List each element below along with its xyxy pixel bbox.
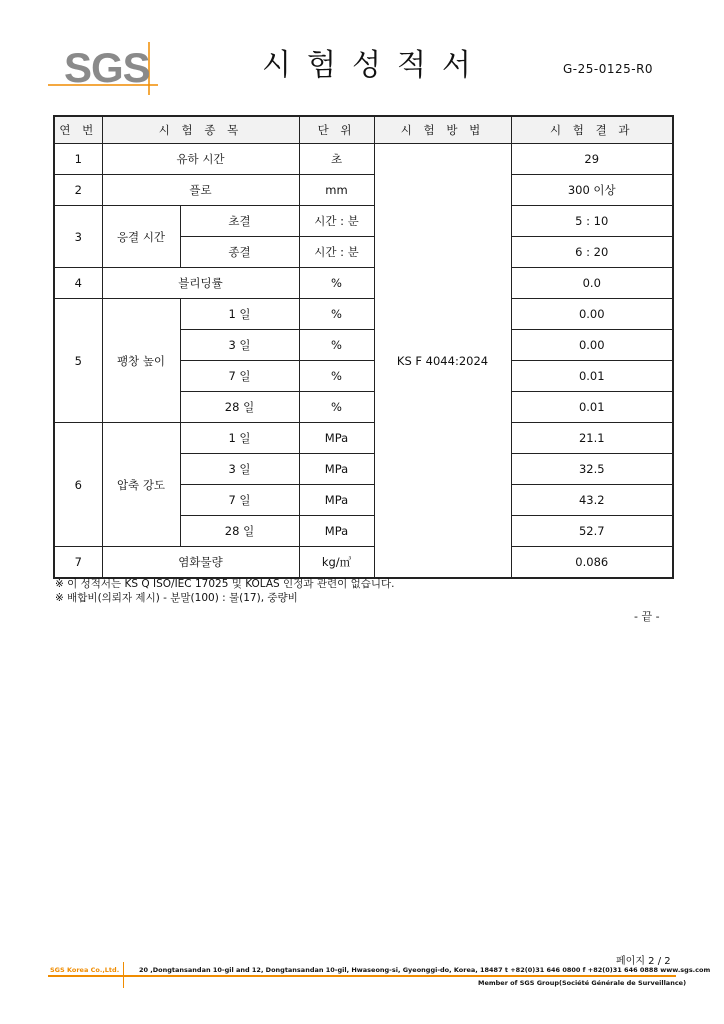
header-result: 시 험 결 과	[511, 116, 673, 144]
row-subitem: 3 일	[180, 330, 299, 361]
row-unit: %	[299, 330, 374, 361]
table-row	[54, 547, 673, 579]
row-unit: MPa	[299, 516, 374, 547]
row-result: 0.00	[511, 299, 673, 330]
row-unit: %	[299, 268, 374, 299]
row-unit: MPa	[299, 423, 374, 454]
row-no: 7	[54, 547, 102, 579]
table-row	[54, 175, 673, 206]
row-result: 52.7	[511, 516, 673, 547]
row-result: 32.5	[511, 454, 673, 485]
row-result: 300 이상	[511, 175, 673, 206]
row-subitem: 종결	[180, 237, 299, 268]
table-header-row	[54, 116, 673, 144]
header-method: 시 험 방 법	[374, 116, 511, 144]
page-number: 페이지 2 / 2	[616, 956, 671, 967]
footer-address: 20 ,Dongtansandan 10-gil and 12, Dongtansandan 10-gil, Hwaseong-si, Gyeonggi-do, Korea, 18487 t +82(0)31 646 0800 f +82(0)31 646 0888 www.sgs.com	[139, 966, 711, 974]
row-unit: %	[299, 299, 374, 330]
row-unit: MPa	[299, 454, 374, 485]
row-unit: %	[299, 392, 374, 423]
row-item: 염화물량	[102, 547, 299, 579]
row-item: 유하 시간	[102, 144, 299, 175]
row-subitem: 1 일	[180, 423, 299, 454]
row-subitem: 3 일	[180, 454, 299, 485]
row-result: 21.1	[511, 423, 673, 454]
row-subitem: 1 일	[180, 299, 299, 330]
row-unit: 초	[299, 144, 374, 175]
row-subitem: 28 일	[180, 392, 299, 423]
row-subitem: 28 일	[180, 516, 299, 547]
table-row	[54, 144, 673, 175]
row-item: 블리딩률	[102, 268, 299, 299]
row-no: 5	[54, 299, 102, 423]
row-result: 0.00	[511, 330, 673, 361]
row-result: 0.0	[511, 268, 673, 299]
test-results-table	[53, 115, 674, 579]
row-unit: MPa	[299, 485, 374, 516]
row-item: 팽창 높이	[102, 299, 180, 423]
row-no: 4	[54, 268, 102, 299]
logo-text: SGS	[64, 44, 150, 91]
row-unit: 시간 : 분	[299, 237, 374, 268]
row-no: 2	[54, 175, 102, 206]
row-result: 29	[511, 144, 673, 175]
table-row	[54, 206, 673, 237]
note-mix-ratio: ※ 배합비(의뢰자 제시) - 분말(100) : 물(17), 중량비	[55, 592, 298, 604]
document-number: G-25-0125-R0	[563, 62, 654, 76]
row-unit: %	[299, 361, 374, 392]
table-row	[54, 299, 673, 330]
row-subitem: 7 일	[180, 485, 299, 516]
row-subitem: 7 일	[180, 361, 299, 392]
sgs-logo	[48, 38, 168, 96]
row-unit: mm	[299, 175, 374, 206]
row-subitem: 초결	[180, 206, 299, 237]
row-result: 6 : 20	[511, 237, 673, 268]
notes	[55, 577, 395, 605]
row-result: 0.086	[511, 547, 673, 579]
row-result: 5 : 10	[511, 206, 673, 237]
row-result: 0.01	[511, 361, 673, 392]
footer-company: SGS Korea Co.,Ltd.	[50, 966, 120, 974]
row-item: 플로	[102, 175, 299, 206]
test-method: KS F 4044:2024	[374, 144, 511, 579]
header-no: 연 번	[54, 116, 102, 144]
header-item: 시 험 종 목	[102, 116, 299, 144]
row-unit: kg/㎥	[299, 547, 374, 579]
row-no: 6	[54, 423, 102, 547]
table-row	[54, 423, 673, 454]
document-title: 시험성적서	[262, 48, 487, 83]
row-result: 43.2	[511, 485, 673, 516]
row-no: 3	[54, 206, 102, 268]
table-row	[54, 268, 673, 299]
footer-rule	[48, 975, 676, 977]
row-unit: 시간 : 분	[299, 206, 374, 237]
row-no: 1	[54, 144, 102, 175]
header-unit: 단 위	[299, 116, 374, 144]
note-kolas: ※ 이 성적서는 KS Q ISO/IEC 17025 및 KOLAS 인정과 관련이 없습니다.	[55, 578, 395, 590]
end-mark: - 끝 -	[634, 610, 660, 623]
footer-member: Member of SGS Group(Société Générale de Surveillance)	[478, 979, 687, 987]
row-item: 압축 강도	[102, 423, 180, 547]
row-item: 응결 시간	[102, 206, 180, 268]
row-result: 0.01	[511, 392, 673, 423]
